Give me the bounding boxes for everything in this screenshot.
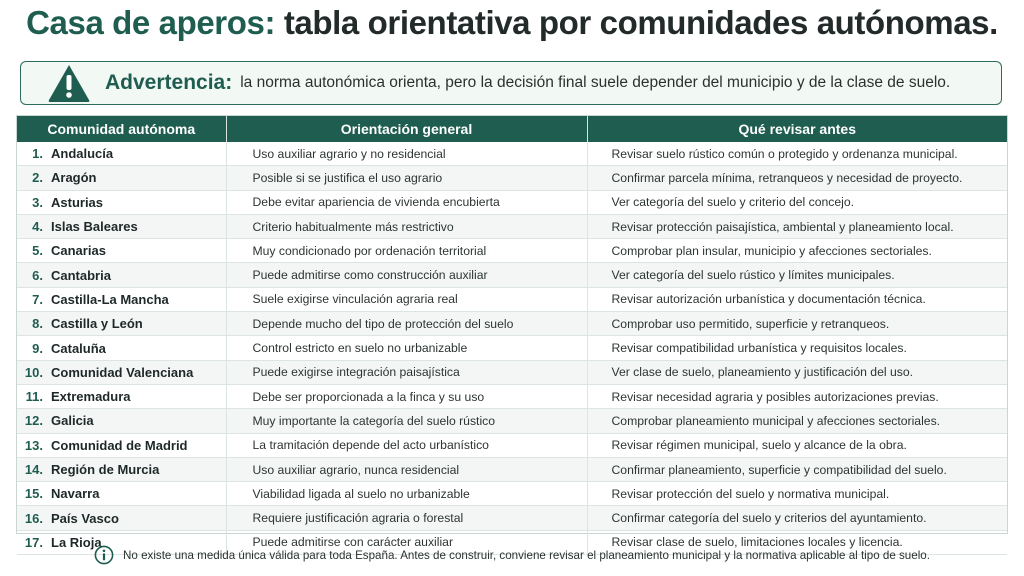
cell-community [17,384,226,408]
row-number: 15. [24,486,43,502]
cell-review: Ver categoría del suelo rústico y límites municipales. [587,263,1007,287]
community-name: Andalucía [51,146,114,162]
community-name: Castilla y León [51,316,143,332]
cell-community [17,506,226,530]
cell-orientation: Uso auxiliar agrario, nunca residencial [226,457,587,481]
cell-review: Revisar necesidad agraria y posibles autorizaciones previas. [587,384,1007,408]
table-row [17,506,1007,530]
table-row [17,384,1007,408]
cell-review: Comprobar planeamiento municipal y afecciones sectoriales. [587,409,1007,433]
community-name: Región de Murcia [51,462,160,477]
table-row [17,166,1007,190]
table-row [17,336,1007,360]
table-row [17,239,1007,263]
table-row [17,142,1007,166]
cell-review: Ver clase de suelo, planeamiento y justificación del uso. [587,360,1007,384]
cell-community [17,360,226,384]
cell-orientation: La tramitación depende del acto urbanístico [226,433,587,457]
row-number: 17. [24,534,43,550]
cell-community [17,433,226,457]
row-number: 5. [32,243,43,259]
row-number: 8. [32,316,43,332]
community-name: Asturias [51,194,104,210]
row-number: 12. [24,413,43,429]
cell-orientation: Debe evitar apariencia de vivienda encubierta [226,190,587,214]
community-name: Extremadura [51,389,131,405]
header-review: Qué revisar antes [587,116,1007,142]
row-number: 14. [24,462,43,477]
community-name: País Vasco [51,510,119,526]
cell-review: Confirmar parcela mínima, retranqueos y necesidad de proyecto. [587,166,1007,190]
cell-community [17,409,226,433]
row-number: 13. [24,437,43,453]
cell-orientation: Muy condicionado por ordenación territorial [226,239,587,263]
table-row [17,263,1007,287]
row-number: 9. [32,340,43,356]
cell-community [17,239,226,263]
cell-community [17,263,226,287]
community-name: Navarra [51,486,100,502]
cell-review: Revisar régimen municipal, suelo y alcance de la obra. [587,433,1007,457]
cell-orientation: Puede admitirse como construcción auxiliar [226,263,587,287]
cell-review: Revisar compatibilidad urbanística y requisitos locales. [587,336,1007,360]
warning-label: Advertencia: [105,71,233,94]
row-number: 6. [32,267,43,283]
cell-orientation: Requiere justificación agraria o forestal [226,506,587,530]
table-row [17,360,1007,384]
info-circle-icon [94,545,114,565]
community-name: Canarias [51,243,106,259]
cell-orientation: Uso auxiliar agrario y no residencial [226,142,587,166]
community-name: Cataluña [51,340,106,356]
community-name: Comunidad de Madrid [51,437,188,453]
community-name: Cantabria [51,267,111,283]
table-row [17,433,1007,457]
row-number: 16. [24,510,43,526]
cell-review: Comprobar uso permitido, superficie y retranqueos. [587,312,1007,336]
cell-orientation: Suele exigirse vinculación agraria real [226,287,587,311]
cell-community [17,190,226,214]
row-number: 4. [32,219,43,235]
cell-community [17,336,226,360]
row-number: 1. [32,146,43,162]
cell-review: Ver categoría del suelo y criterio del concejo. [587,190,1007,214]
community-name: Aragón [51,170,97,186]
row-number: 2. [32,170,43,186]
cell-review: Revisar protección del suelo y normativa municipal. [587,482,1007,506]
table-row [17,287,1007,311]
cell-review: Revisar protección paisajística, ambiental y planeamiento local. [587,214,1007,238]
row-number: 10. [24,364,43,380]
cell-community [17,214,226,238]
community-name: Comunidad Valenciana [51,364,194,380]
table-row [17,409,1007,433]
community-name: La Rioja [51,534,102,550]
table-row [17,482,1007,506]
table-body [17,142,1007,555]
cell-review: Comprobar plan insular, municipio y afecciones sectoriales. [587,239,1007,263]
header-orientation: Orientación general [226,116,587,142]
community-name: Galicia [51,413,94,429]
page-title [0,4,1024,42]
row-number: 3. [32,194,43,210]
warning-banner [20,61,1002,105]
cell-orientation: Puede exigirse integración paisajística [226,360,587,384]
table-row [17,457,1007,481]
cell-orientation: Control estricto en suelo no urbanizable [226,336,587,360]
header-community: Comunidad autónoma [17,116,226,142]
cell-community [17,457,226,481]
table-row [17,190,1007,214]
cell-review: Revisar autorización urbanística y documentación técnica. [587,287,1007,311]
footnote [0,544,1024,566]
cell-review: Revisar suelo rústico común o protegido y ordenanza municipal. [587,142,1007,166]
cell-review: Confirmar categoría del suelo y criterios del ayuntamiento. [587,506,1007,530]
cell-orientation: Puede admitirse con carácter auxiliar [226,530,587,554]
cell-orientation: Viabilidad ligada al suelo no urbanizable [226,482,587,506]
table-header-row [17,116,1007,142]
title-rest: tabla orientativa por comunidades autónomas. [283,4,998,41]
table-row [17,312,1007,336]
cell-orientation: Debe ser proporcionada a la finca y su uso [226,384,587,408]
cell-review: Revisar clase de suelo, limitaciones locales y licencia. [587,530,1007,554]
warning-text: la norma autonómica orienta, pero la decisión final suele depender del municipio y de la clase de suelo. [240,74,951,91]
cell-review: Confirmar planeamiento, superficie y compatibilidad del suelo. [587,457,1007,481]
cell-orientation: Muy importante la categoría del suelo rústico [226,409,587,433]
row-number: 11. [25,389,43,405]
community-name: Castilla-La Mancha [51,291,169,307]
table-row [17,214,1007,238]
row-number: 7. [32,291,43,307]
communities-table [16,115,1008,550]
cell-orientation: Depende mucho del tipo de protección del suelo [226,312,587,336]
footnote-text: No existe una medida única válida para toda España. Antes de construir, conviene revisar el planeamiento municipal y la normativa aplicable al tipo de suelo. [123,548,930,562]
cell-community [17,482,226,506]
cell-orientation: Posible si se justifica el uso agrario [226,166,587,190]
title-accent: Casa de aperos: [26,4,276,41]
cell-community [17,312,226,336]
warning-triangle-icon [47,63,91,103]
cell-orientation: Criterio habitualmente más restrictivo [226,214,587,238]
cell-community [17,142,226,166]
cell-community [17,287,226,311]
community-name: Islas Baleares [51,219,138,235]
cell-community [17,166,226,190]
